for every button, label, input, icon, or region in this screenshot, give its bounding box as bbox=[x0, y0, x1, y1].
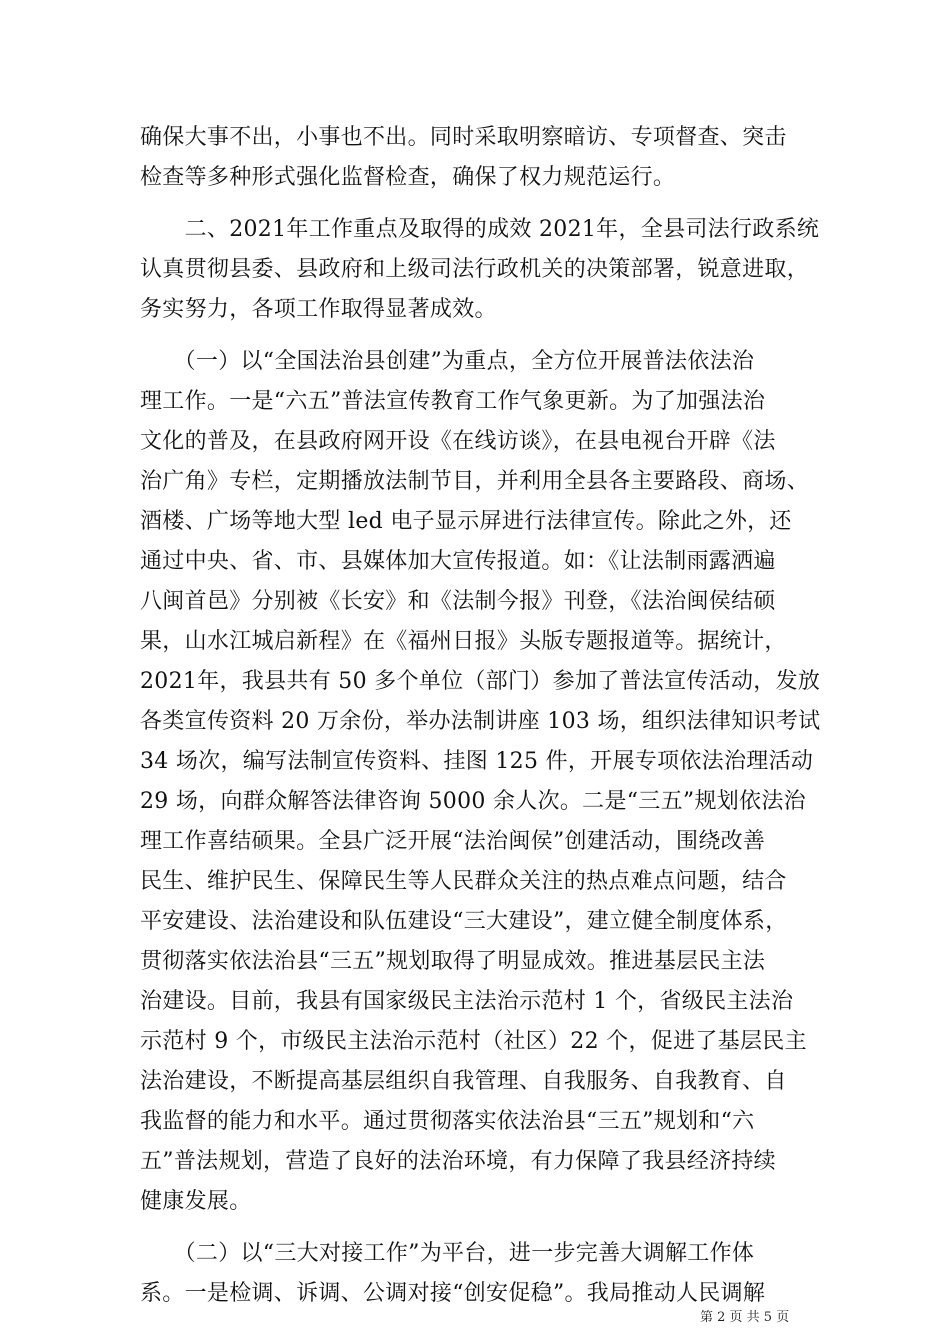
text-line: 通过中央、省、市、县媒体加大宣传报道。如：《让法制雨露洒遍 bbox=[140, 549, 776, 574]
text-line: 二、2021年工作重点及取得的成效 2021年，全县司法行政系统 bbox=[140, 217, 820, 242]
text-line: 文化的普及，在县政府网开设《在线访谈》，在县电视台开辟《法 bbox=[140, 429, 776, 454]
text-line: 民生、维护民生、保障民生等人民群众关注的热点难点问题，结合 bbox=[140, 869, 787, 894]
text-line: 系。一是检调、诉调、公调对接“创安促稳”。我局推动人民调解 bbox=[140, 1281, 766, 1306]
text-line: 平安建设、法治建设和队伍建设“三大建设”，建立健全制度体系， bbox=[140, 909, 788, 934]
text-line: 法治建设，不断提高基层组织自我管理、自我服务、自我教育、自 bbox=[140, 1069, 787, 1094]
text-line: 八闽首邑》分别被《长安》和《法制今报》刊登，《法治闽侯结硕 bbox=[140, 589, 776, 614]
text-line: （一）以“全国法治县创建”为重点，全方位开展普法依法治 bbox=[140, 349, 755, 374]
text-line: 各类宣传资料 20 万余份，举办法制讲座 103 场，组织法律知识考试 bbox=[140, 709, 821, 734]
text-line: 酒楼、广场等地大型 led 电子显示屏进行法律宣传。除此之外，还 bbox=[140, 509, 792, 534]
text-line: 果，山水江城启新程》在《福州日报》头版专题报道等。据统计， bbox=[140, 629, 787, 654]
text-line: 29 场，向群众解答法律咨询 5000 余人次。二是“三五”规划依法治 bbox=[140, 789, 806, 814]
page-number: 第 2 页 共 5 页 bbox=[700, 1310, 790, 1325]
text-line: 贯彻落实依法治县“三五”规划取得了明显成效。推进基层民主法 bbox=[140, 949, 766, 974]
text-line: （二）以“三大对接工作”为平台，进一步完善大调解工作体 bbox=[140, 1241, 755, 1266]
document-body bbox=[140, 118, 821, 1314]
text-line: 治建设。目前，我县有国家级民主法治示范村 1 个，省级民主法治 bbox=[140, 989, 794, 1014]
text-line: 2021年，我县共有 50 多个单位（部门）参加了普法宣传活动，发放 bbox=[140, 669, 821, 694]
text-line: 治广角》专栏，定期播放法制节目，并利用全县各主要路段、商场、 bbox=[140, 469, 810, 494]
text-line: 确保大事不出，小事也不出。同时采取明察暗访、专项督查、突击 bbox=[140, 125, 787, 150]
text-line: 认真贯彻县委、县政府和上级司法行政机关的决策部署，锐意进取， bbox=[140, 257, 810, 282]
text-line: 理工作。一是“六五”普法宣传教育工作气象更新。为了加强法治 bbox=[140, 389, 766, 414]
text-line: 我监督的能力和水平。通过贯彻落实依法治县“三五”规划和“六 bbox=[140, 1109, 755, 1134]
text-line: 示范村 9 个，市级民主法治示范村（社区）22 个，促进了基层民主 bbox=[140, 1029, 807, 1054]
text-line: 务实努力，各项工作取得显著成效。 bbox=[140, 297, 497, 322]
text-line: 理工作喜结硕果。全县广泛开展“法治闽侯”创建活动，围绕改善 bbox=[140, 829, 766, 854]
text-line: 34 场次，编写法制宣传资料、挂图 125 件，开展专项依法治理活动 bbox=[140, 749, 814, 774]
text-line: 健康发展。 bbox=[140, 1189, 252, 1214]
text-line: 检查等多种形式强化监督检查，确保了权力规范运行。 bbox=[140, 165, 676, 190]
text-line: 五”普法规划，营造了良好的法治环境，有力保障了我县经济持续 bbox=[140, 1149, 776, 1174]
